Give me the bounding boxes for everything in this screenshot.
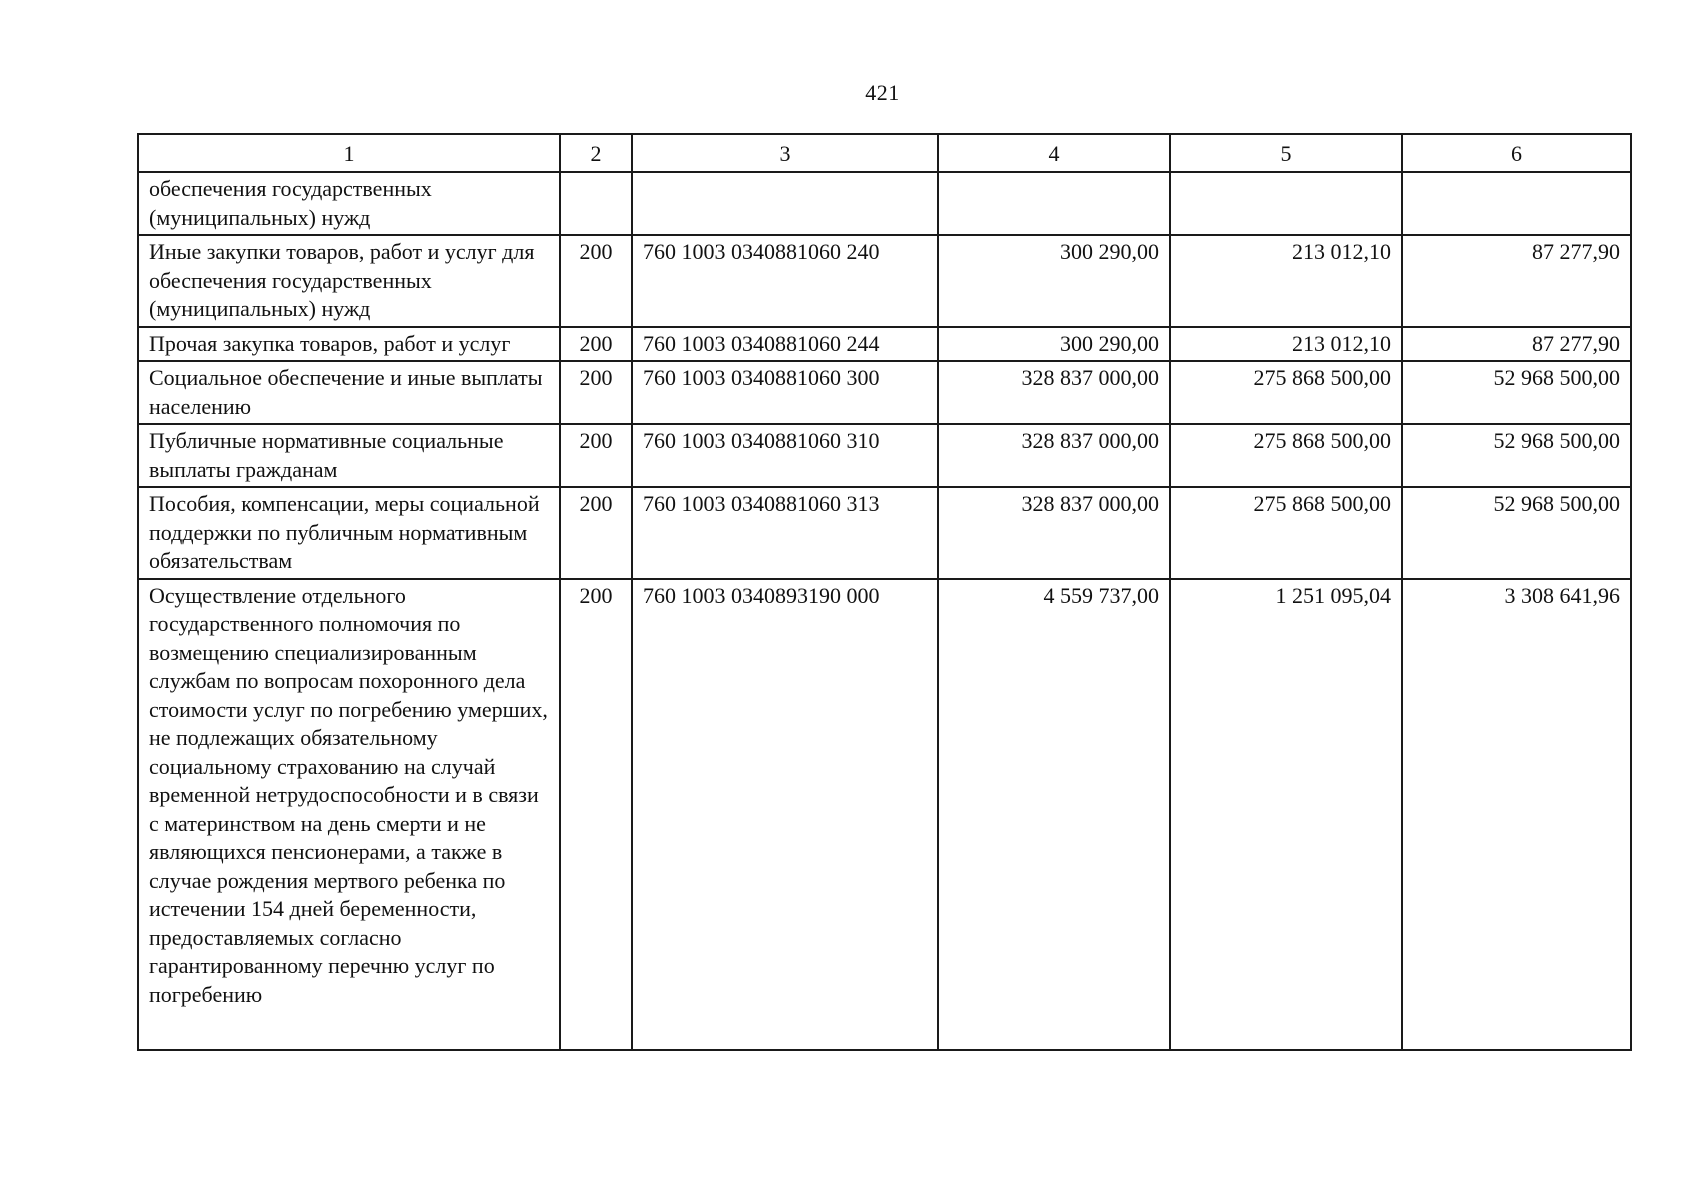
row-planned: 328 837 000,00 bbox=[938, 424, 1170, 487]
table-row bbox=[138, 579, 1631, 1050]
row-classification-code: 760 1003 0340881060 313 bbox=[632, 487, 938, 579]
row-classification-code: 760 1003 0340881060 310 bbox=[632, 424, 938, 487]
row-name: Прочая закупка товаров, работ и услуг bbox=[138, 327, 560, 362]
row-planned: 300 290,00 bbox=[938, 235, 1170, 327]
row-remaining: 52 968 500,00 bbox=[1402, 361, 1631, 424]
row-remaining: 87 277,90 bbox=[1402, 327, 1631, 362]
row-name: Публичные нормативные социальные выплаты гражданам bbox=[138, 424, 560, 487]
row-executed: 213 012,10 bbox=[1170, 327, 1402, 362]
row-name: Осуществление отдельного государственного полномочия по возмещению специализированным службам по вопросам похоронного дела стоимости услуг по погребению умерших, не подлежащих обязательному социальному страхованию на случай временной нетрудоспособности и в связи с материнством на день смерти и не являющихся пенсионерами, а также в случае рождения мертвого ребенка по истечении 154 дней беременности, предоставляемых согласно гарантированному перечню услуг по погребению bbox=[138, 579, 560, 1050]
row-name: Иные закупки товаров, работ и услуг для обеспечения государственных (муниципальных) нужд bbox=[138, 235, 560, 327]
row-classification-code: 760 1003 0340881060 300 bbox=[632, 361, 938, 424]
table-row bbox=[138, 424, 1631, 487]
column-header-3: 3 bbox=[632, 134, 938, 172]
row-remaining: 3 308 641,96 bbox=[1402, 579, 1631, 1050]
column-header-4: 4 bbox=[938, 134, 1170, 172]
row-executed: 275 868 500,00 bbox=[1170, 361, 1402, 424]
table-row bbox=[138, 172, 1631, 235]
row-code: 200 bbox=[560, 235, 632, 327]
row-classification-code: 760 1003 0340881060 244 bbox=[632, 327, 938, 362]
row-executed: 275 868 500,00 bbox=[1170, 424, 1402, 487]
row-executed: 213 012,10 bbox=[1170, 235, 1402, 327]
column-header-1: 1 bbox=[138, 134, 560, 172]
row-planned: 4 559 737,00 bbox=[938, 579, 1170, 1050]
row-remaining: 87 277,90 bbox=[1402, 235, 1631, 327]
row-remaining bbox=[1402, 172, 1631, 235]
row-code: 200 bbox=[560, 327, 632, 362]
budget-execution-table bbox=[137, 133, 1632, 1051]
row-code: 200 bbox=[560, 487, 632, 579]
row-remaining: 52 968 500,00 bbox=[1402, 424, 1631, 487]
table-row bbox=[138, 327, 1631, 362]
row-executed: 275 868 500,00 bbox=[1170, 487, 1402, 579]
row-planned: 300 290,00 bbox=[938, 327, 1170, 362]
column-header-5: 5 bbox=[1170, 134, 1402, 172]
row-planned: 328 837 000,00 bbox=[938, 361, 1170, 424]
row-executed bbox=[1170, 172, 1402, 235]
table-row bbox=[138, 235, 1631, 327]
column-header-2: 2 bbox=[560, 134, 632, 172]
row-classification-code bbox=[632, 172, 938, 235]
row-code: 200 bbox=[560, 424, 632, 487]
row-executed: 1 251 095,04 bbox=[1170, 579, 1402, 1050]
table-header-row bbox=[138, 134, 1631, 172]
row-name: Пособия, компенсации, меры социальной поддержки по публичным нормативным обязательствам bbox=[138, 487, 560, 579]
row-name: обеспечения государственных (муниципальных) нужд bbox=[138, 172, 560, 235]
row-classification-code: 760 1003 0340893190 000 bbox=[632, 579, 938, 1050]
table-row bbox=[138, 487, 1631, 579]
row-classification-code: 760 1003 0340881060 240 bbox=[632, 235, 938, 327]
row-code: 200 bbox=[560, 579, 632, 1050]
row-planned bbox=[938, 172, 1170, 235]
page-number: 421 bbox=[865, 80, 900, 105]
row-remaining: 52 968 500,00 bbox=[1402, 487, 1631, 579]
row-name: Социальное обеспечение и иные выплаты населению bbox=[138, 361, 560, 424]
row-code: 200 bbox=[560, 361, 632, 424]
column-header-6: 6 bbox=[1402, 134, 1631, 172]
row-code bbox=[560, 172, 632, 235]
table-row bbox=[138, 361, 1631, 424]
row-planned: 328 837 000,00 bbox=[938, 487, 1170, 579]
